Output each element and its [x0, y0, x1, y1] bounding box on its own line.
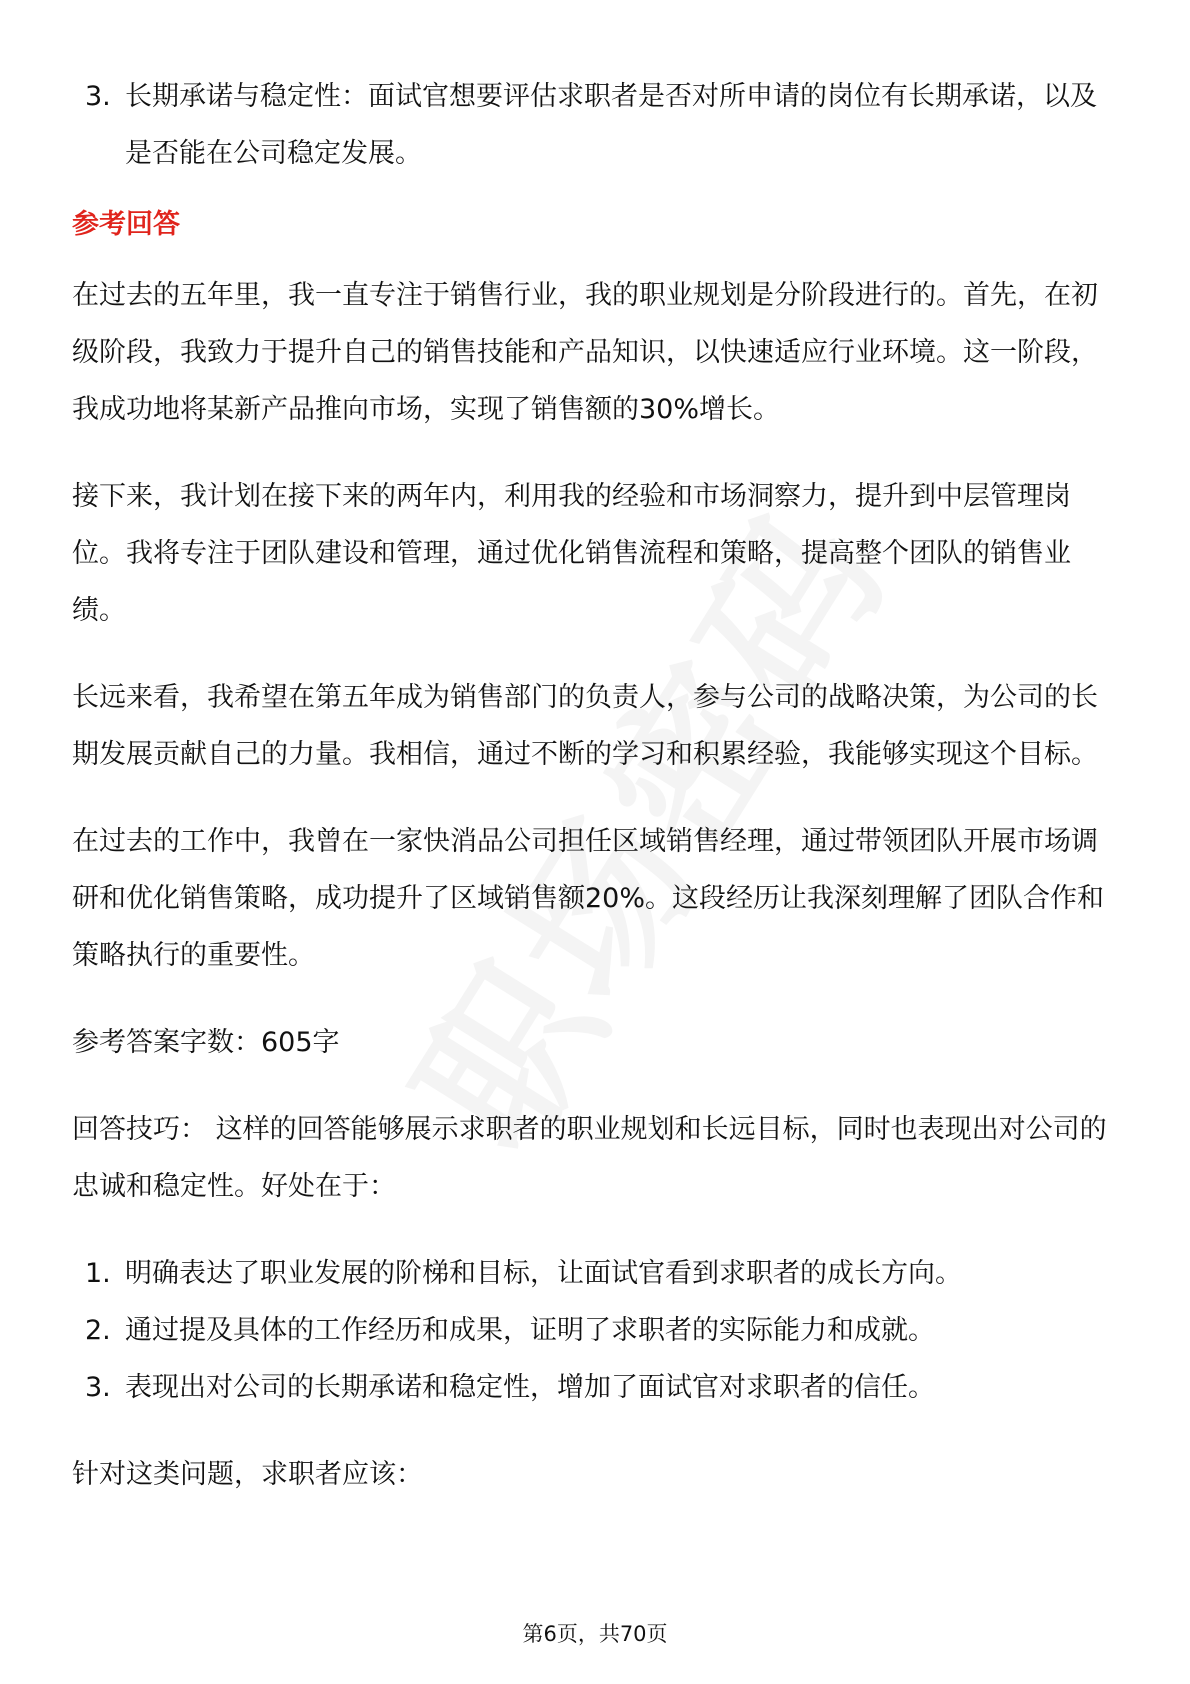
list-text: 通过提及具体的工作经历和成果，证明了求职者的实际能力和成就。: [125, 1315, 935, 1346]
criteria-list: [72, 68, 1122, 182]
reference-answer-heading: 参考回答: [72, 209, 180, 240]
closing-text: 针对这类问题，求职者应该：: [72, 1459, 423, 1490]
document-body: [72, 68, 1122, 1503]
answer-paragraph: 在过去的五年里，我一直专注于销售行业，我的职业规划是分阶段进行的。首先，在初级阶段，我致力于提升自己的销售技能和产品知识，以快速适应行业环境。这一阶段，我成功地将某新产品推向市场，实现了销售额的30%增长。: [72, 280, 1098, 425]
list-number: 1.: [85, 1258, 111, 1289]
answer-paragraph: 长远来看，我希望在第五年成为销售部门的负责人，参与公司的战略决策，为公司的长期发展贡献自己的力量。我相信，通过不断的学习和积累经验，我能够实现这个目标。: [72, 682, 1098, 770]
page-number: 第6页，共70页: [522, 1622, 668, 1646]
list-item: [72, 68, 1122, 182]
list-number: 3.: [85, 81, 111, 112]
list-item: [72, 1302, 1122, 1359]
list-text: 表现出对公司的长期承诺和稳定性，增加了面试官对求职者的信任。: [125, 1372, 935, 1403]
list-item: [72, 1245, 1122, 1302]
word-count: 参考答案字数：605字: [72, 1027, 340, 1058]
list-text: 明确表达了职业发展的阶梯和目标，让面试官看到求职者的成长方向。: [125, 1258, 962, 1289]
answer-paragraph: 在过去的工作中，我曾在一家快消品公司担任区域销售经理，通过带领团队开展市场调研和优化销售策略，成功提升了区域销售额20%。这段经历让我深刻理解了团队合作和策略执行的重要性。: [72, 826, 1105, 971]
list-item: [72, 1359, 1122, 1416]
benefits-list: [72, 1245, 1122, 1416]
list-number: 3.: [85, 1372, 111, 1403]
tips-intro: 回答技巧： 这样的回答能够展示求职者的职业规划和长远目标，同时也表现出对公司的忠诚和稳定性。好处在于：: [72, 1114, 1107, 1202]
list-text: 长期承诺与稳定性：面试官想要评估求职者是否对所申请的岗位有长期承诺，以及是否能在公司稳定发展。: [125, 81, 1097, 169]
answer-paragraph: 接下来，我计划在接下来的两年内，利用我的经验和市场洞察力，提升到中层管理岗位。我将专注于团队建设和管理，通过优化销售流程和策略，提高整个团队的销售业绩。: [72, 481, 1071, 626]
list-number: 2.: [85, 1315, 111, 1346]
